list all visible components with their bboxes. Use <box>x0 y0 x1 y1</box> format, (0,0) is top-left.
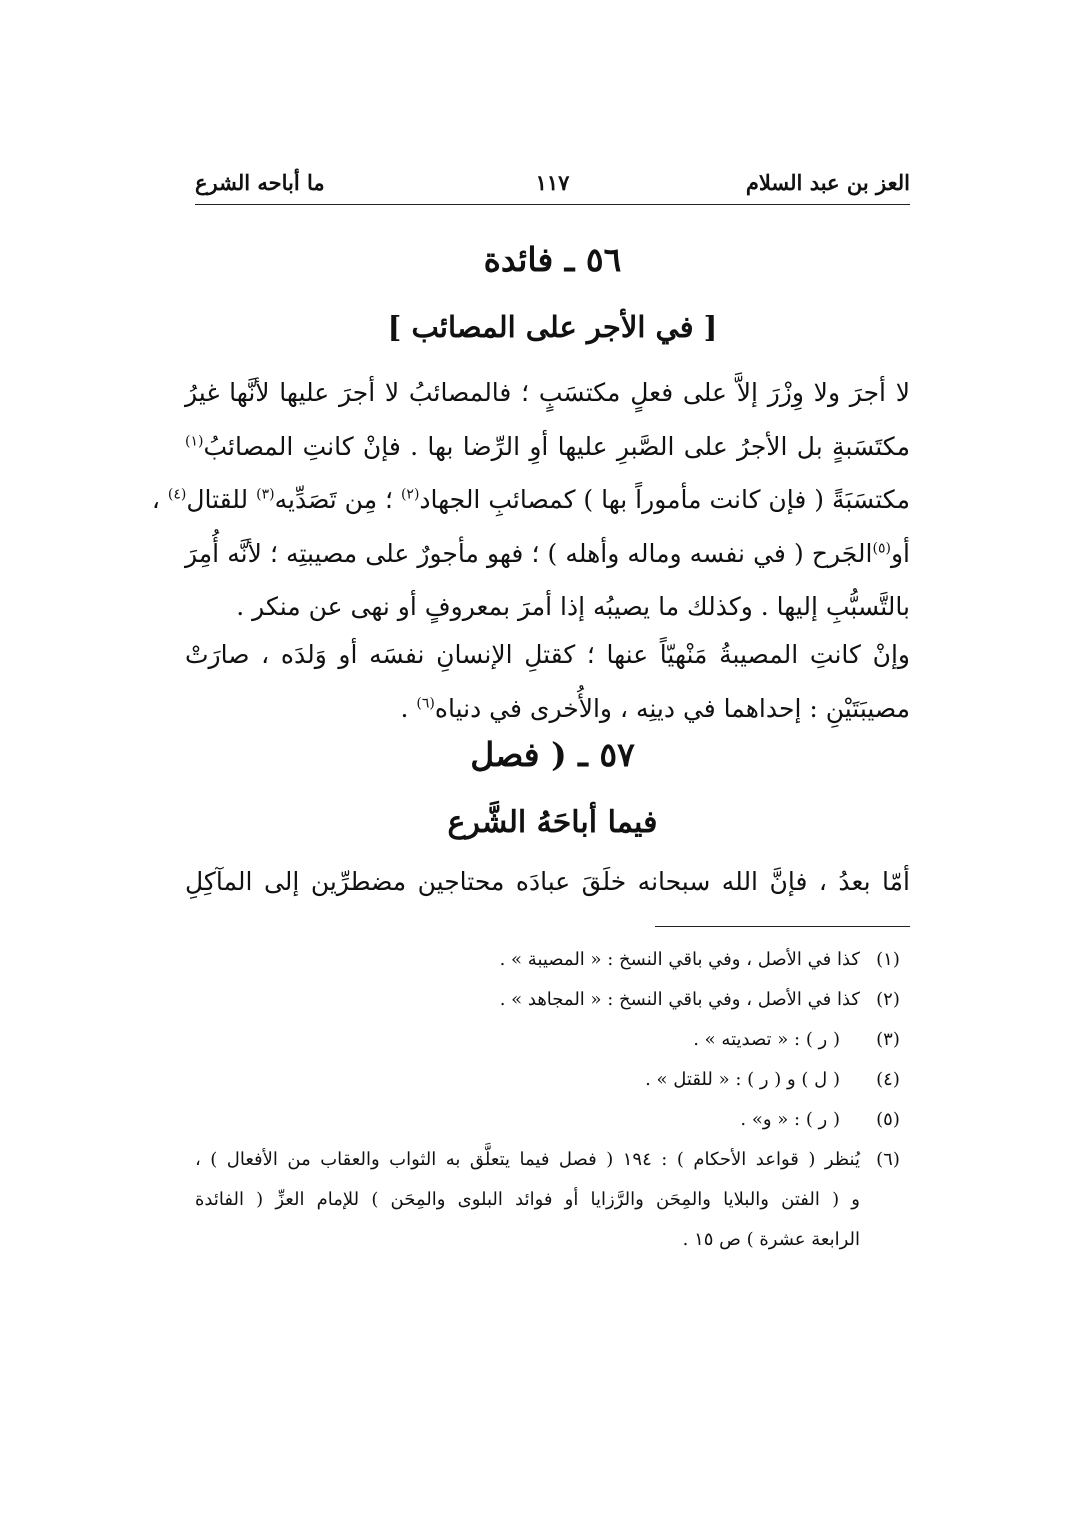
footnote-line: يُنظر ( قواعد الأحكام ) : ١٩٤ ( فصل فيما يتعلَّق به الثواب والعقاب من الأفعال ) ، <box>195 1149 861 1170</box>
footnote-ref[interactable]: (٥) <box>872 540 891 557</box>
footnote-1 <box>195 940 910 980</box>
footnote-line: الرابعة عشرة ) ص ١٥ . <box>682 1229 860 1250</box>
text-line: وإنْ كانتِ المصيبةُ مَنْهيّاً عنها ؛ كقتلِ الإنسانِ نفسَه أو وَلدَه ، صارَتْ <box>185 640 910 669</box>
text-segment: مكتَسَبةٍ بل الأجرُ على الصَّبرِ عليها أوِ الرِّضا بها . فإنْ كانتِ المصائبُ <box>203 431 910 461</box>
footnote-number: (١) <box>876 949 900 970</box>
text-segment: . <box>400 693 417 723</box>
section-57-paragraph-1 <box>185 855 910 909</box>
section-56-subtitle: [ في الأجر على المصائب ] <box>387 310 718 344</box>
footnote-ref[interactable]: (٣) <box>256 486 275 503</box>
text-segment: مكتسَبَةً ( فإن كانت مأموراً بها ) كمصائبِ الجهاد <box>419 485 910 515</box>
header-author: العز بن عبد السلام <box>745 170 910 195</box>
page-number: ١١٧ <box>535 170 570 195</box>
footnote-3 <box>195 1020 910 1060</box>
footnote-ref[interactable]: (٢) <box>400 486 420 503</box>
footnote-ref[interactable]: (٦) <box>416 695 435 712</box>
text-line: بالتَّسبُّبِ إليها . وكذلك ما يصيبُه إذا أمرَ بمعروفٍ أو نهى عن منكر . <box>236 592 910 622</box>
section-56-paragraph-2 <box>185 628 910 735</box>
text-segment: الجَرح ( في نفسه وماله وأهله ) ؛ فهو مأجورٌ على مصيبتِه ؛ لأنَّه أُمِرَ <box>185 538 873 568</box>
text-line <box>151 473 910 527</box>
footnote-number: (٦) <box>876 1149 900 1170</box>
text-line <box>185 420 910 474</box>
footnote-6 <box>195 1140 910 1260</box>
footnote-number: (٢) <box>876 989 900 1010</box>
text-segment: أو <box>890 538 910 568</box>
section-56-paragraph-1 <box>151 366 910 634</box>
footnote-5 <box>195 1100 910 1140</box>
footnote-4 <box>195 1060 910 1100</box>
text-segment: ؛ مِن تَصَدِّيه <box>274 485 401 515</box>
footnote-ref[interactable]: (٤) <box>167 486 187 503</box>
footnote-text: كذا في الأصل ، وفي باقي النسخ : « المجاهد » . <box>499 989 860 1010</box>
footnote-text: كذا في الأصل ، وفي باقي النسخ : « المصيبة » . <box>499 949 860 970</box>
text-line: أمّا بعدُ ، فإنَّ الله سبحانه خلَقَ عبادَه محتاجين مضطرِّين إلى المآكِلِ <box>185 867 910 896</box>
text-segment: للقتال <box>186 485 257 515</box>
footnote-text: ( ر ) : « و» . <box>740 1109 840 1130</box>
text-line: لا أجرَ ولا وِزْرَ إلاَّ على فعلٍ مكتسَبٍ ؛ فالمصائبُ لا أجرَ عليها لأنَّها غيرُ <box>185 378 910 407</box>
footnote-text <box>195 1140 860 1260</box>
text-segment: مصيبَتَيْنِ : إحداهما في دينِه ، والأُخرى في دنياه <box>434 693 910 723</box>
footnote-text: ( ل ) و ( ر ) : « للقتل » . <box>645 1069 840 1090</box>
footnote-ref[interactable]: (١) <box>185 433 204 450</box>
footnote-number: (٣) <box>876 1029 900 1050</box>
section-57-subtitle: فيما أباحَهُ الشَّرع <box>447 805 658 840</box>
footnote-line: و ( الفتن والبلايا والمِحَن والرَّزايا أو فوائد البلوى والمِحَن ) للإمام العزِّ ( الفائدة <box>195 1189 860 1210</box>
text-segment: ، <box>151 485 168 515</box>
footnote-separator <box>655 926 910 927</box>
footnotes <box>195 940 910 1260</box>
footnote-number: (٤) <box>876 1069 900 1090</box>
section-57-title: ٥٧ ـ ( فصل <box>470 735 635 774</box>
text-line <box>185 682 910 736</box>
header-section-title: ما أباحه الشرع <box>195 170 325 195</box>
text-line <box>185 527 910 581</box>
footnote-number: (٥) <box>876 1109 900 1130</box>
footnote-2 <box>195 980 910 1020</box>
running-header <box>195 170 910 205</box>
footnote-text: ( ر ) : « تصديته » . <box>693 1029 840 1050</box>
section-56-title: ٥٦ ـ فائدة <box>483 240 622 279</box>
